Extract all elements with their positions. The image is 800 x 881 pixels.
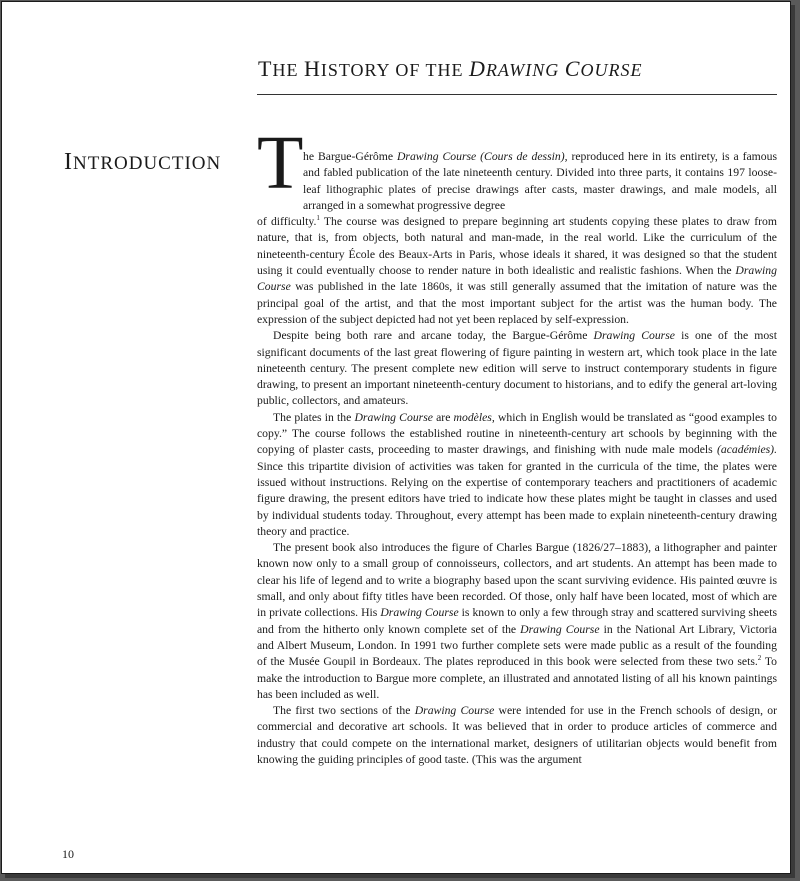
title-smallcaps: HE: [272, 60, 304, 80]
text-span: were intended for use in the French schools of design, or commercial and decorative art schools. It was believed that in order to produce articles of commerce and industry that could compete on the international market, designers of utilitarian objects would benefit from knowing the guiding principles of good taste. (This was the argument: [257, 704, 777, 766]
text-span: is one of the most significant documents of the last great flowering of figure painting in western art, which took place in the late nineteenth century. The present complete new edition will serve to instruct contemporary students in figure drawing, to present an important nineteenth-century document to historians, and to edify the general art-loving public, collectors, and amateurs.: [257, 329, 777, 408]
text-span: The first two sections of the: [273, 704, 415, 718]
italic-text: Drawing Course: [380, 606, 459, 620]
title-italic-part: [469, 56, 642, 81]
section-heading: [64, 149, 221, 176]
text-span: of difficulty.: [257, 215, 317, 229]
paragraph: [257, 149, 777, 328]
title-smallcaps: RAWING: [485, 60, 565, 80]
paragraph: [257, 410, 777, 540]
drop-cap: T: [257, 121, 304, 205]
italic-text: Drawing Course (Cours de dessin),: [396, 150, 568, 163]
text-span: The present book also introduces the figure of Charles Bargue (1826/27–1883), a lithographer and painter known now only to a small group of connoisseurs, collectors, and art students. An attempt has been made to clear his life of legend and to write a biography based upon the scant surviving evidence. His painted œuvre is small, and only about fifty titles have been recorded. Of those, only half have been located, most of which are in private collections. His: [257, 541, 777, 620]
italic-text: Drawing Course: [414, 704, 495, 718]
title-char: D: [469, 56, 486, 81]
text-span: are: [432, 410, 454, 424]
chapter-title: [258, 56, 778, 82]
text-span: is known to only a few through stray and scattered surviving sheets and from the hitherto only known complete set of the: [257, 606, 777, 636]
italic-text: modèles,: [453, 410, 495, 424]
paragraph: [257, 328, 777, 409]
text-span: which in English would be translated as “good examples to copy.” The course follows the established routine in nineteenth-century art schools by beginning with the copying of plaster casts, proceeding to master drawings, and finishing with nude male models: [257, 410, 777, 457]
italic-text: Drawing Course: [354, 410, 433, 424]
paragraph: [257, 703, 777, 768]
footnote-marker: 1: [316, 214, 320, 223]
heading-char: I: [64, 149, 73, 175]
italic-text: Drawing Course: [520, 622, 600, 636]
text-span: The plates in the: [273, 410, 355, 424]
italic-text: Drawing Course: [593, 329, 675, 343]
text-span: he Bargue-Gérôme: [303, 150, 397, 163]
text-span: was published in the late 1860s, it was still generally assumed that the imitation of nature was the principal goal of the artist, and that the most important subject for the artist was the human body. The expression of the subject depicted had not yet been replaced by self-expression.: [257, 280, 777, 326]
text-span: To make the introduction to Bargue more complete, an illustrated and annotated listing of all his known paintings has been included as well.: [257, 655, 777, 701]
italic-text: (académies).: [716, 443, 777, 457]
text-span: The course was designed to prepare beginning art students copying these plates to draw from nature, that is, from objects, both natural and man-made, in the real world. Like the curriculum of the nineteenth-century École des Beaux-Arts in Paris, whose ideals it shared, it was designed so that the student using it could eventually choose to render nature in both idealistic and realistic fashions. When the: [257, 215, 777, 278]
title-smallcaps: ISTORY OF THE: [320, 60, 470, 80]
title-char: T: [258, 56, 273, 81]
title-smallcaps: OURSE: [580, 60, 643, 80]
page-number: 10: [62, 847, 74, 861]
title-char: C: [564, 56, 581, 81]
text-span: reproduced here in its entirety, is a famous and fabled publication of the late nineteenth century. Divided into three parts, it contains 197 loose-leaf lithographic plates of precise drawings after casts, master drawings, and male models, all arranged in a somewhat progressive degree: [303, 150, 778, 212]
text-span: in the National Art Library, Victoria and Albert Museum, London. In 1991 two further complete sets were made public as a result of the founding of the Musée Goupil in Bordeaux. The plates reproduced in this book were selected from these two sets.: [257, 622, 777, 669]
paragraph: [257, 540, 777, 703]
footnote-marker: 2: [757, 654, 762, 663]
text-span: Since this tripartite division of activities was taken for granted in the curricula of the time, the plates were issued without instructions. Relying on the expertise of contemporary teachers and practitioners of academic figure drawing, the present editors have tried to indicate how these plates might be taught in classes and used by individual students today. Throughout, every attempt has been made to explain nineteenth-century drawing theory and practice.: [257, 459, 777, 538]
heading-smallcaps: NTRODUCTION: [73, 153, 222, 174]
title-char: H: [303, 56, 321, 81]
body-text: [257, 149, 777, 768]
italic-text: Drawing Course: [257, 264, 777, 294]
book-page: [1, 1, 791, 874]
text-span: Despite being both rare and arcane today, the Bargue-Gérôme: [273, 329, 594, 343]
title-rule: [257, 94, 777, 95]
dropcap-indented-lines: [257, 149, 777, 214]
